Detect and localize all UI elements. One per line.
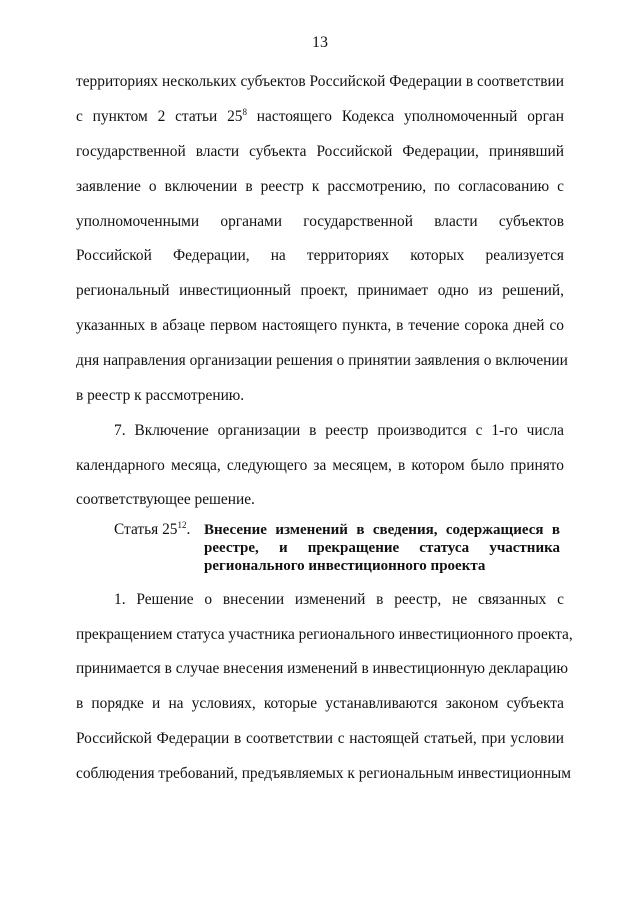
text-line: региональный инвестиционный проект, принимает одно из решений,: [76, 282, 564, 299]
text-line: территориях нескольких субъектов Российской Федерации в соответствии: [76, 73, 564, 90]
text-line: уполномоченными органами государственной власти субъектов: [76, 213, 564, 230]
text-line: 7. Включение организации в реестр производится с 1-го числа: [114, 422, 564, 439]
text-line: прекращением статуса участника регионального инвестиционного проекта,: [76, 626, 573, 643]
text-line: заявление о включении в реестр к рассмотрению, по согласованию с: [76, 178, 564, 195]
text-line: Российской Федерации в соответствии с настоящей статьей, при условии: [76, 730, 564, 747]
page-number: 13: [312, 34, 328, 51]
text-line: соблюдения требований, предъявляемых к региональным инвестиционным: [76, 765, 571, 782]
text-line: соответствующее решение.: [76, 491, 255, 508]
text-line: указанных в абзаце первом настоящего пункта, в течение сорока дней со: [76, 317, 564, 334]
text-line: дня направления организации решения о принятии заявления о включении: [76, 352, 568, 369]
text-line-with-superscript: [76, 107, 564, 127]
article-title-line: Внесение изменений в сведения, содержащиеся в: [204, 522, 560, 538]
text-fragment: с пунктом 2 статьи 25: [76, 108, 243, 125]
text-line: принимается в случае внесения изменений в инвестиционную декларацию: [76, 660, 569, 677]
text-line: 1. Решение о внесении изменений в реестр, не связанных с: [114, 591, 564, 608]
article-title-line: регионального инвестиционного проекта: [204, 558, 486, 574]
text-fragment: настоящего Кодекса уполномоченный орган: [246, 108, 564, 125]
text-line: календарного месяца, следующего за месяцем, в котором было принято: [76, 457, 564, 474]
text-line: Российской Федерации, на территориях которых реализуется: [76, 247, 564, 264]
text-line: государственной власти субъекта Российской Федерации, принявший: [76, 143, 564, 160]
text-line: в реестр к рассмотрению.: [76, 387, 245, 404]
article-title-line: реестре, и прекращение статуса участника: [204, 540, 560, 556]
superscript: 8: [242, 107, 247, 117]
text-line: в порядке и на условиях, которые устанавливаются законом субъекта: [76, 695, 564, 712]
superscript: 12: [177, 520, 187, 530]
article-number: Статья $25^{12}$.: [114, 520, 191, 538]
